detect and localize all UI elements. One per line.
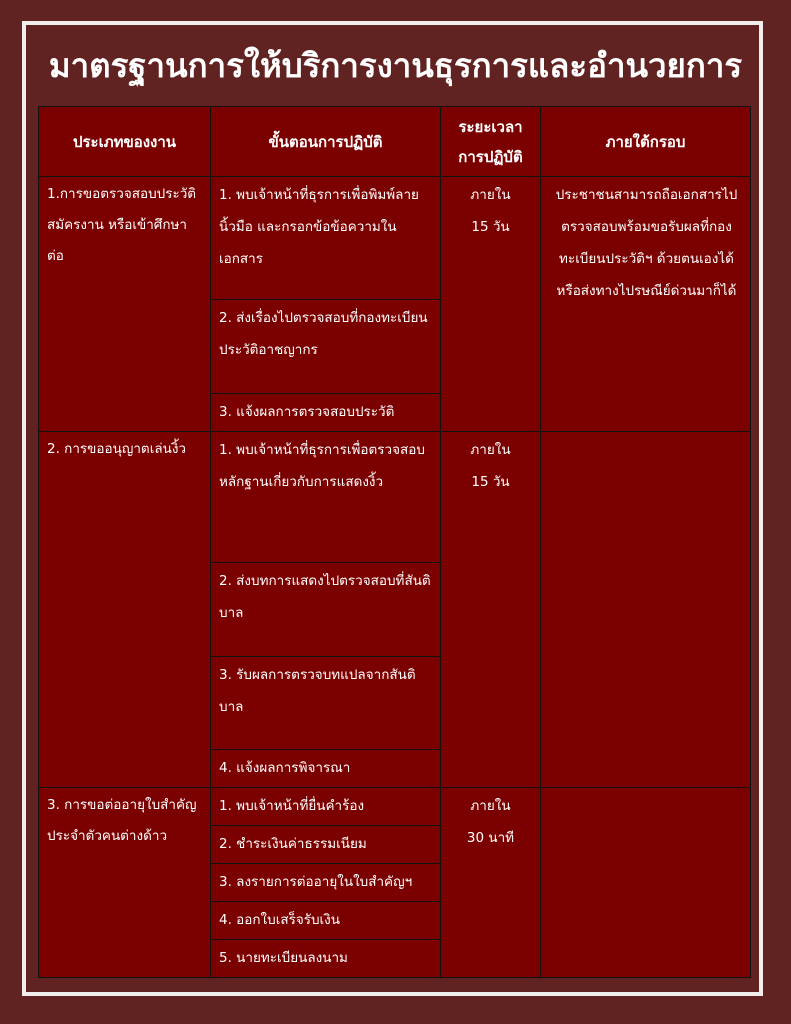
header-duration-line1: ระยะเวลา: [458, 117, 523, 136]
table-row: [39, 177, 751, 300]
work-type-cell: 2. การขออนุญาตเล่นงิ้ว: [39, 432, 211, 788]
service-standard-table: [38, 106, 751, 978]
duration-value: 30 นาที: [466, 830, 515, 846]
step-cell: 2. ส่งบทการแสดงไปตรวจสอบที่สันติบาล: [211, 563, 441, 657]
step-cell: 3. แจ้งผลการตรวจสอบประวัติ: [211, 394, 441, 432]
header-row: [39, 107, 751, 177]
framework-cell: [541, 432, 751, 788]
step-cell: 2. ส่งเรื่องไปตรวจสอบที่กองทะเบียน ประวัติอาชญากร: [211, 300, 441, 394]
header-duration-line2: การปฏิบัติ: [458, 147, 523, 166]
framework-cell: ประชาชนสามารถถือเอกสารไปตรวจสอบพร้อมขอรับผลที่กองทะเบียนประวัติฯ ด้วยตนเองได้ หรือส่งทางไปรษณีย์ด่วนมาก็ได้: [541, 177, 751, 432]
step-cell: 1. พบเจ้าหน้าที่ธุรการเพื่อพิมพ์ลายนิ้วมือ และกรอกข้อข้อความในเอกสาร: [211, 177, 441, 300]
step-cell: 2. ชำระเงินค่าธรรมเนียม: [211, 826, 441, 864]
work-type-cell: 1.การขอตรวจสอบประวัติสมัครงาน หรือเข้าศึกษาต่อ: [39, 177, 211, 432]
step-cell: 3. รับผลการตรวจบทแปลจากสันติบาล: [211, 657, 441, 750]
duration-value: 15 วัน: [471, 219, 510, 235]
step-cell: 1. พบเจ้าหน้าที่ยื่นคำร้อง: [211, 788, 441, 826]
header-procedure: ขั้นตอนการปฏิบัติ: [211, 107, 441, 177]
duration-cell: [441, 177, 541, 432]
duration-label: ภายใน: [470, 442, 511, 458]
duration-label: ภายใน: [470, 187, 511, 203]
duration-cell: [441, 432, 541, 788]
step-cell: 3. ลงรายการต่ออายุในใบสำคัญฯ: [211, 864, 441, 902]
work-type-cell: 3. การขอต่ออายุใบสำคัญประจำตัวคนต่างด้าว: [39, 788, 211, 978]
step-cell: 5. นายทะเบียนลงนาม: [211, 940, 441, 978]
step-cell: 4. แจ้งผลการพิจารณา: [211, 750, 441, 788]
duration-value: 15 วัน: [471, 474, 510, 490]
table-row: [39, 432, 751, 563]
framework-cell: [541, 788, 751, 978]
step-cell: 1. พบเจ้าหน้าที่ธุรการเพื่อตรวจสอบ หลักฐานเกี่ยวกับการแสดงงิ้ว: [211, 432, 441, 563]
page-title: มาตรฐานการให้บริการงานธุรการและอำนวยการ: [48, 46, 743, 85]
step-cell: 4. ออกใบเสร็จรับเงิน: [211, 902, 441, 940]
header-work-type: ประเภทของงาน: [39, 107, 211, 177]
header-duration: [441, 107, 541, 177]
header-framework: ภายใต้กรอบ: [541, 107, 751, 177]
table-row: [39, 788, 751, 826]
duration-cell: [441, 788, 541, 978]
duration-label: ภายใน: [470, 798, 511, 814]
